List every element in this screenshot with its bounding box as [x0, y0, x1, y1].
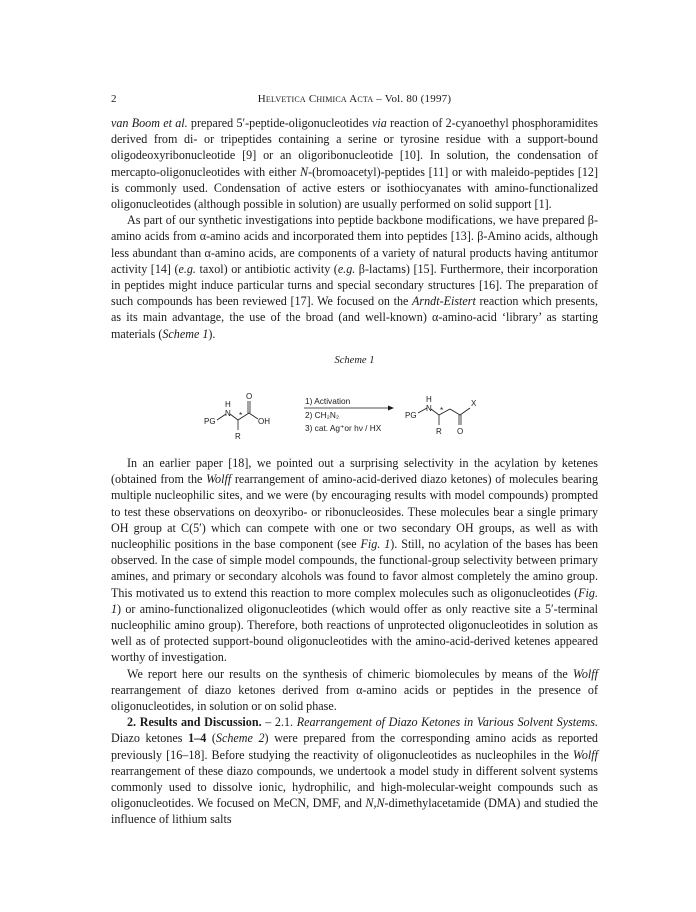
text-run: rearrangement of amino-acid-derived diazo ketones) of molecules bearing multiple nucleophilic sites, and we were (by encouraging results with model compounds) prompted to test these observations on deoxyribo- or ribonucleosides. These molecules bear a single primary OH group at C(5′) which can compete with one or two secondary OH groups, as well as with nucleophilic positions in the base component (see: [111, 472, 598, 552]
left-h-label: H: [225, 400, 231, 409]
bond: [450, 409, 460, 415]
bond: [230, 414, 238, 420]
text-run: ).: [208, 326, 216, 341]
text-run: We report here our results on the synthesis of chimeric biomolecules by means of the: [127, 666, 573, 681]
right-r-label: R: [436, 427, 442, 436]
journal-citation: [111, 93, 598, 105]
italic-run: Wolff: [206, 472, 232, 487]
bond: [249, 413, 258, 419]
paragraph-2: [111, 212, 598, 342]
subsection-heading: Rearrangement of Diazo Ketones in Various Solvent Systems.: [296, 715, 598, 730]
italic-run: N: [300, 164, 309, 179]
left-oh-label: OH: [258, 417, 270, 426]
left-r-label: R: [235, 432, 241, 441]
paragraph-1: [111, 115, 598, 212]
text-run: As part of our synthetic investigations into peptide backbone modifications, we have prepared β-amino acids from α-amino acids and incorporated them into peptides [13]. β-Amino acids, although less abundant than α-amino acids, are components of a variety of natural products having antitumor activity [14] (: [111, 213, 598, 276]
text-run: prepared 5′-peptide-oligonucleotides: [187, 116, 373, 130]
reactant-structure: [217, 401, 258, 430]
italic-run: e.g.: [178, 261, 196, 276]
scheme-1-reaction: [200, 368, 500, 450]
right-n-label: N: [426, 404, 432, 413]
right-h-label: H: [426, 395, 432, 404]
figure-ref: Fig. 1: [360, 537, 391, 552]
right-o-label: O: [457, 427, 464, 436]
text-run: rearrangement of these diazo compounds, we undertook a model study in different solvent systems commonly used to dissolve ionic, hydrophilic, and high-molecular-weight compounds such as oligonucleotides. We focused on MeCN, DMF, and: [111, 763, 598, 811]
text-run: ) were prepared from the corresponding amino acids as reported previously [16–18]. Before studying the reactivity of oligonucleotides as nucleophiles in the: [111, 731, 598, 762]
bond: [460, 408, 470, 415]
text-run: ) or amino-functionalized oligonucleotides (which would offer as only reactive site a 5′-terminal nucleophilic amino group). Therefore, both reactions of unprotected oligonucleotides in solution as well as of protected support-bound oligonucleotides with the amino-acid-derived ketenes appeared worthy of investigation.: [111, 601, 598, 665]
italic-run: Wolff: [572, 747, 598, 762]
arrow-head-icon: [388, 406, 394, 411]
left-pg-label: PG: [204, 417, 216, 426]
text-run: taxol) or antibiotic activity (: [195, 261, 338, 276]
paragraph-3: [111, 455, 598, 666]
italic-run: N,N: [365, 796, 385, 811]
left-n-label: N: [225, 409, 231, 418]
running-header: [111, 93, 598, 109]
text-run: β-lactams) [15]. Furthermore, their incorporation in peptides might induce particular turns and special secondary structures [16]. The preparation of such compounds has been reviewed [17]. We focused on the: [111, 261, 598, 309]
journal-volume: – Vol. 80 (1997): [373, 93, 452, 105]
text-block-upper: [111, 115, 598, 342]
text-run: – 2.1.: [261, 715, 297, 730]
author-ref: van Boom et al.: [111, 116, 188, 130]
page-number: 2: [111, 93, 117, 105]
text-run: In an earlier paper [18], we pointed out a surprising selectivity in the acylation by ketenes (obtained from the: [111, 456, 598, 487]
text-run: rearrangement of diazo ketones derived from α-amino acids or peptides in the presence of oligonucleotides, in solution or on solid phase.: [111, 682, 598, 714]
paragraph-5: [111, 714, 598, 827]
scheme-title: Scheme 1: [334, 355, 375, 366]
italic-run: via: [372, 116, 387, 130]
left-star: *: [239, 410, 243, 420]
section-heading: 2. Results and Discussion.: [127, 715, 262, 730]
text-run: (: [206, 731, 216, 746]
text-run: ). Still, no acylation of the bases has been observed. In the case of simple model compounds, the functional-group selectivity between primary amines, and primary or secondary alcohols was found to favor almost completely the amino group. This motivated us to extend this reaction to more complex molecules such as oligonucleotides (: [111, 537, 599, 600]
right-pg-label: PG: [405, 411, 417, 420]
condition-step-1: 1) Activation: [305, 396, 351, 406]
text-block-lower: [111, 455, 598, 828]
italic-run: Arndt-Eistert: [412, 294, 476, 309]
scheme-ref: Scheme 2: [215, 731, 265, 746]
figure-ref: Fig. 1: [111, 585, 598, 616]
italic-run: e.g.: [337, 261, 356, 276]
bond: [431, 409, 439, 415]
text-run: -(bromoacetyl)-peptides [11] or with maleido-peptides [12] is commonly used. Condensation of active esters or isothiocyanates with amino-functionalized oligonucleotides (although possible in solution) are usually performed on solid support [1].: [111, 164, 598, 212]
condition-step-2: 2) CH₂N₂: [305, 410, 340, 420]
paragraph-4: [111, 666, 598, 715]
text-run: Diazo ketones: [111, 731, 189, 746]
journal-name: Helvetica Chimica Acta: [257, 93, 374, 105]
text-run: reaction of 2-cyanoethyl phosphoramidites derived from di- or tripeptides containing a serine or tyrosine residue with a support-bound oligodeoxyribonucleotide [9] or an oligoribonucleotide [10]. In solution, the condensation of mercapto-oligonucleotides with either: [111, 116, 598, 179]
text-run: -dimethylacetamide (DMA) and studied the influence of lithium salts: [111, 796, 598, 827]
italic-run: Wolff: [572, 666, 598, 681]
right-star: *: [440, 405, 444, 415]
condition-step-3: 3) cat. Ag⁺or hν / HX: [305, 423, 382, 433]
scheme-ref: Scheme 1: [162, 326, 209, 341]
right-x-label: X: [471, 399, 477, 408]
left-o-label: O: [246, 392, 253, 401]
text-run: reaction which presents, as its main advantage, the use of the broad (and well-known) α-amino-acid ‘library’ as starting materials (: [111, 294, 598, 341]
compound-ref: 1–4: [188, 731, 207, 746]
